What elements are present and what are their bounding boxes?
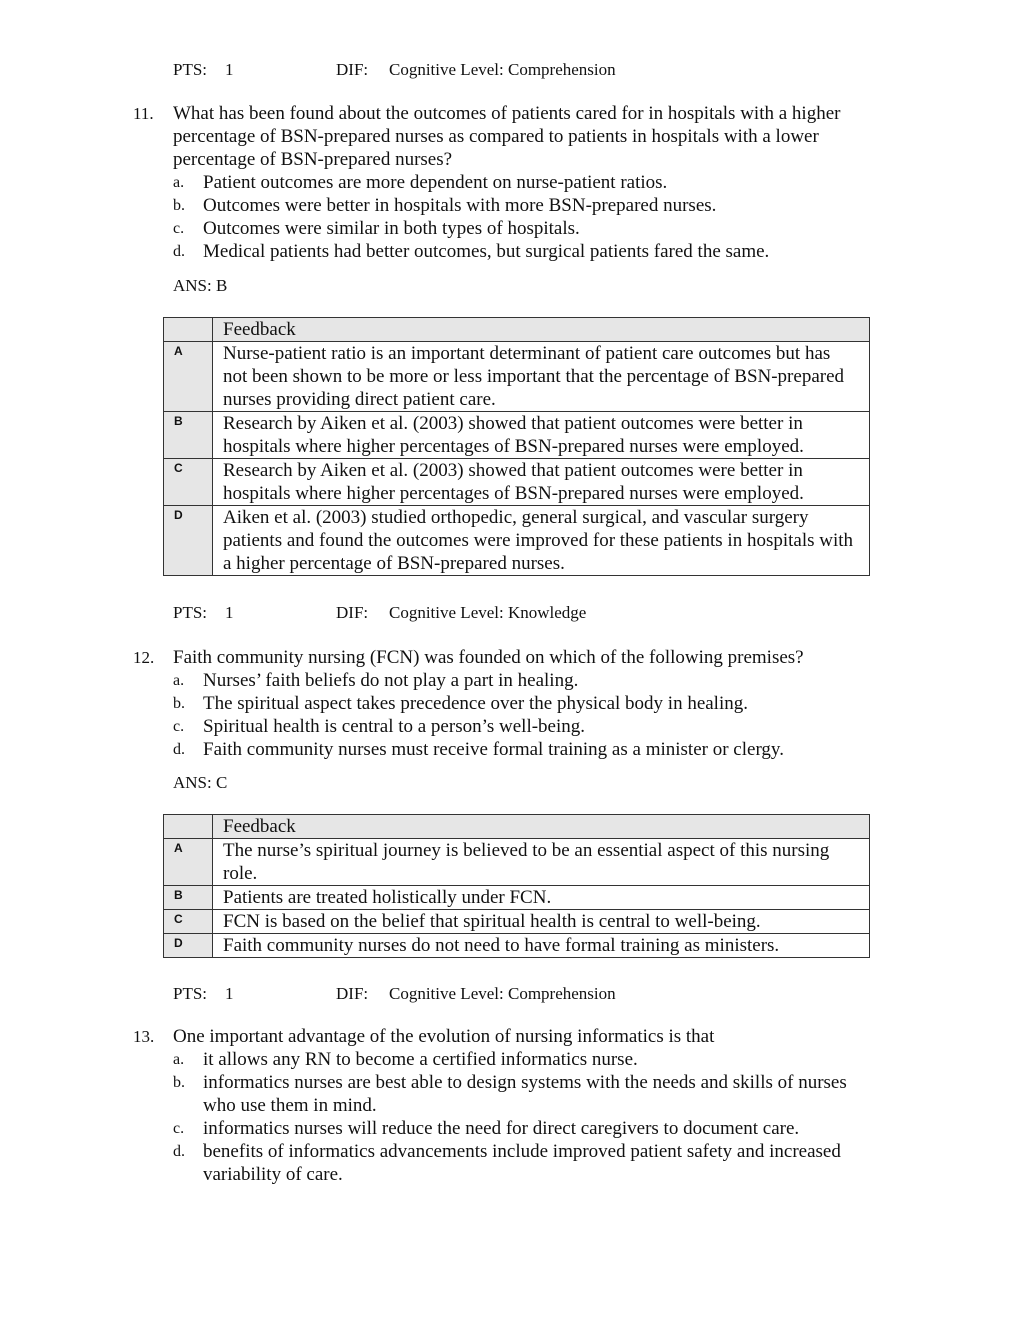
option-c xyxy=(133,217,878,240)
question-text: What has been found about the outcomes of patients cared for in hospitals with a higher percentage of BSN-prepared nurses as compared to patients in hospitals with a lower percentage of BSN-prepared nurses? xyxy=(173,103,841,170)
dif-label: DIF: xyxy=(336,984,369,1003)
feedback-letter: B xyxy=(164,886,213,910)
answer-key: ANS: B xyxy=(173,276,228,295)
pts-value: 1 xyxy=(225,60,234,79)
option-letter: b. xyxy=(173,1074,185,1091)
dif-value: Cognitive Level: Comprehension xyxy=(389,984,616,1003)
option-letter: b. xyxy=(173,197,185,214)
feedback-row xyxy=(164,459,870,506)
option-a xyxy=(133,669,878,692)
question-stem xyxy=(133,1025,878,1048)
option-text: it allows any RN to become a certified informatics nurse. xyxy=(203,1049,638,1070)
option-letter: d. xyxy=(173,243,185,260)
pts-label: PTS: xyxy=(173,60,208,79)
option-letter: d. xyxy=(173,1143,185,1160)
feedback-row xyxy=(164,839,870,886)
feedback-header: Feedback xyxy=(213,815,870,839)
pts-value: 1 xyxy=(225,984,234,1003)
option-text: The spiritual aspect takes precedence over the physical body in healing. xyxy=(203,693,748,714)
option-d xyxy=(133,738,878,761)
question-stem xyxy=(133,102,878,171)
option-text: benefits of informatics advancements include improved patient safety and increased variability of care. xyxy=(203,1141,841,1185)
pts-label: PTS: xyxy=(173,603,208,622)
dif-label: DIF: xyxy=(336,60,369,79)
question-text: Faith community nursing (FCN) was founded on which of the following premises? xyxy=(173,647,804,668)
feedback-letter: C xyxy=(164,910,213,934)
option-text: Nurses’ faith beliefs do not play a part in healing. xyxy=(203,670,579,691)
question-13 xyxy=(133,1025,878,1186)
pts-label: PTS: xyxy=(173,984,208,1003)
option-b xyxy=(133,194,878,217)
feedback-corner-cell xyxy=(164,815,213,839)
option-letter: a. xyxy=(173,174,185,191)
option-text: Outcomes were similar in both types of hospitals. xyxy=(203,218,580,239)
feedback-header: Feedback xyxy=(213,318,870,342)
question-number: 12. xyxy=(133,648,155,667)
feedback-letter: B xyxy=(164,412,213,459)
feedback-corner-cell xyxy=(164,318,213,342)
feedback-text: Research by Aiken et al. (2003) showed that patient outcomes were better in hospitals where higher percentages of BSN-prepared nurses were employed. xyxy=(213,459,870,506)
answer-options xyxy=(133,171,878,263)
answer-key: ANS: C xyxy=(173,773,228,792)
option-c xyxy=(133,1117,878,1140)
option-c xyxy=(133,715,878,738)
feedback-text: Research by Aiken et al. (2003) showed that patient outcomes were better in hospitals where higher percentages of BSN-prepared nurses were employed. xyxy=(213,412,870,459)
option-b xyxy=(133,692,878,715)
feedback-header-row xyxy=(164,318,870,342)
pts-value: 1 xyxy=(225,603,234,622)
feedback-table xyxy=(163,317,870,576)
option-letter: c. xyxy=(173,718,185,735)
question-stem xyxy=(133,646,878,669)
option-d xyxy=(133,1140,878,1186)
feedback-row xyxy=(164,506,870,576)
feedback-text: FCN is based on the belief that spiritual health is central to well-being. xyxy=(213,910,870,934)
feedback-letter: C xyxy=(164,459,213,506)
feedback-text: Aiken et al. (2003) studied orthopedic, general surgical, and vascular surgery patients and found the outcomes were improved for these patients in hospitals with a higher percentage of BSN-prepared nurses. xyxy=(213,506,870,576)
option-letter: c. xyxy=(173,220,185,237)
option-text: Faith community nurses must receive formal training as a minister or clergy. xyxy=(203,739,784,760)
option-text: Medical patients had better outcomes, but surgical patients fared the same. xyxy=(203,241,770,262)
option-text: informatics nurses are best able to design systems with the needs and skills of nurses who use them in mind. xyxy=(203,1072,847,1116)
option-text: Outcomes were better in hospitals with more BSN-prepared nurses. xyxy=(203,195,717,216)
feedback-row xyxy=(164,886,870,910)
question-number: 11. xyxy=(133,104,154,123)
option-text: Patient outcomes are more dependent on nurse-patient ratios. xyxy=(203,172,668,193)
feedback-row xyxy=(164,412,870,459)
feedback-header-row xyxy=(164,815,870,839)
option-letter: a. xyxy=(173,1051,185,1068)
question-11 xyxy=(133,102,878,263)
option-a xyxy=(133,171,878,194)
option-text: Spiritual health is central to a person’s well-being. xyxy=(203,716,586,737)
question-text: One important advantage of the evolution of nursing informatics is that xyxy=(173,1026,715,1047)
option-b xyxy=(133,1071,878,1117)
feedback-text: The nurse’s spiritual journey is believed to be an essential aspect of this nursing role. xyxy=(213,839,870,886)
feedback-row xyxy=(164,342,870,412)
option-letter: b. xyxy=(173,695,185,712)
feedback-text: Faith community nurses do not need to have formal training as ministers. xyxy=(213,934,870,958)
option-d xyxy=(133,240,878,263)
feedback-letter: A xyxy=(164,839,213,886)
dif-value: Cognitive Level: Knowledge xyxy=(389,603,587,622)
question-number: 13. xyxy=(133,1027,155,1046)
feedback-row xyxy=(164,934,870,958)
answer-options xyxy=(133,669,878,761)
feedback-table xyxy=(163,814,870,958)
dif-value: Cognitive Level: Comprehension xyxy=(389,60,616,79)
feedback-letter: D xyxy=(164,506,213,576)
feedback-text: Patients are treated holistically under FCN. xyxy=(213,886,870,910)
question-12 xyxy=(133,646,878,761)
dif-label: DIF: xyxy=(336,603,369,622)
feedback-row xyxy=(164,910,870,934)
option-letter: a. xyxy=(173,672,185,689)
option-letter: d. xyxy=(173,741,185,758)
answer-options xyxy=(133,1048,878,1186)
feedback-letter: D xyxy=(164,934,213,958)
option-text: informatics nurses will reduce the need for direct caregivers to document care. xyxy=(203,1118,800,1139)
option-a xyxy=(133,1048,878,1071)
feedback-text: Nurse-patient ratio is an important determinant of patient care outcomes but has not been shown to be more or less important that the percentage of BSN-prepared nurses providing direct patient care. xyxy=(213,342,870,412)
option-letter: c. xyxy=(173,1120,185,1137)
feedback-letter: A xyxy=(164,342,213,412)
